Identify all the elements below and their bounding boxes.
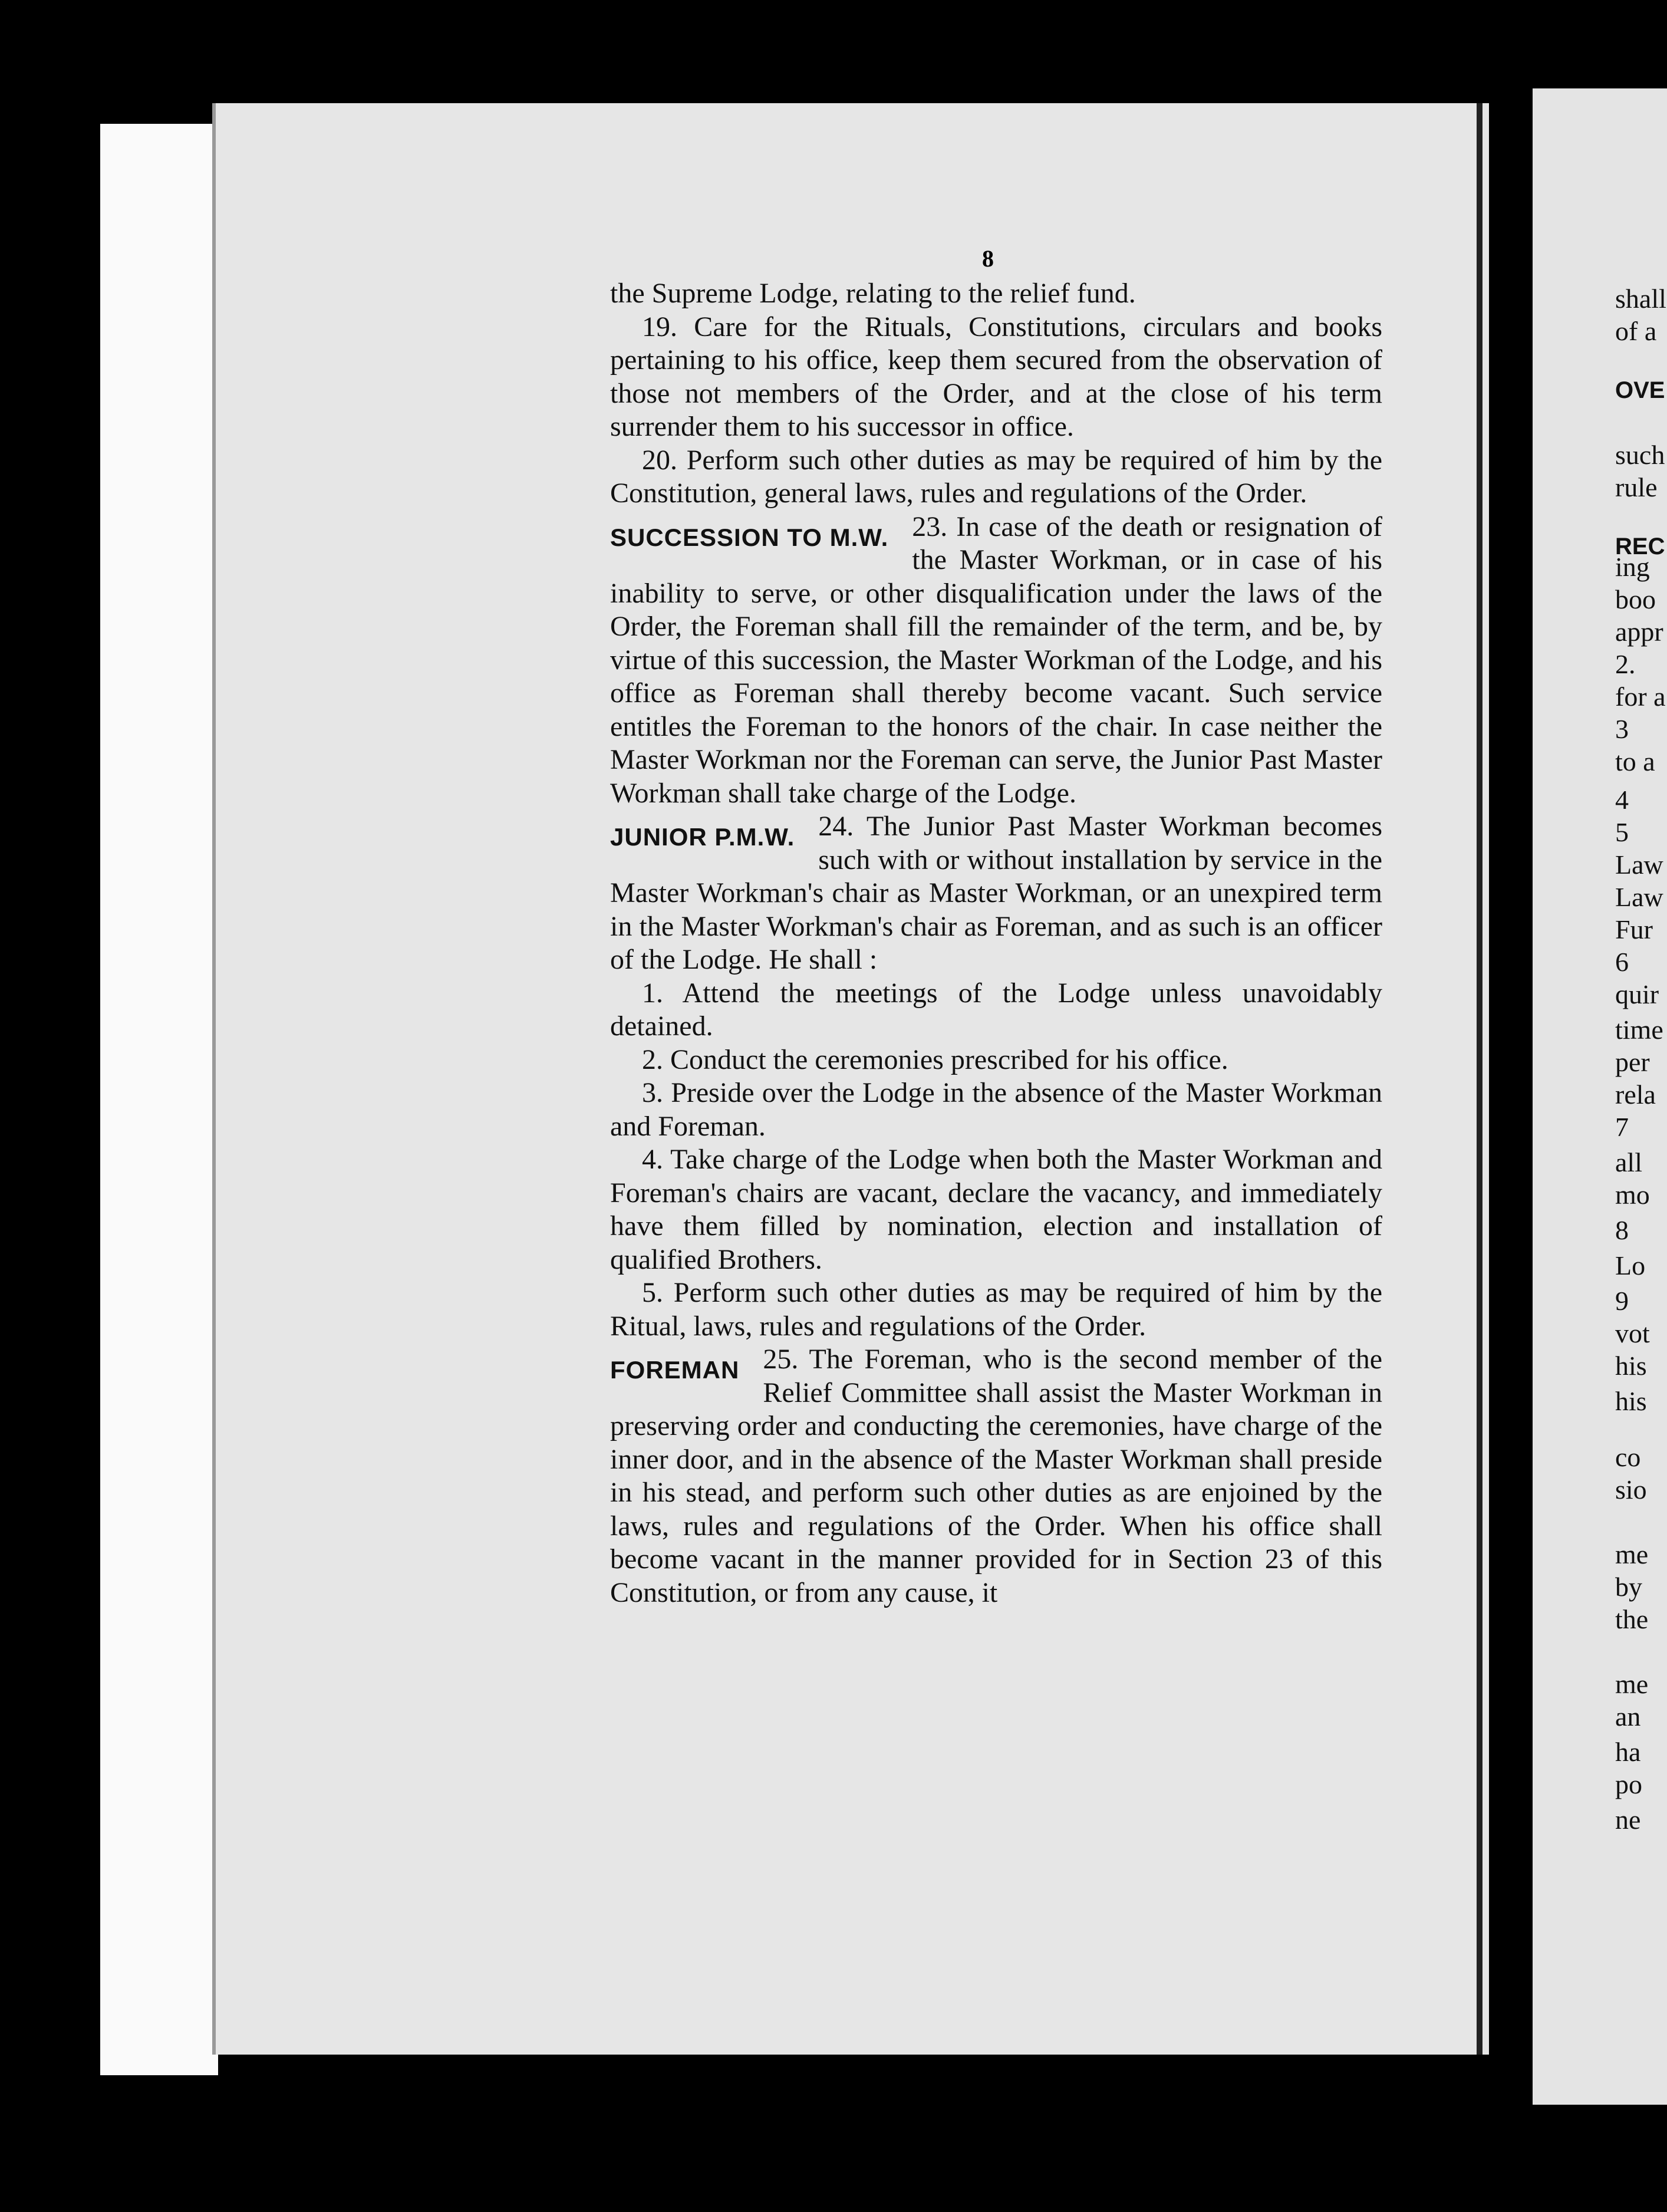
facing-page-fragment: 6 bbox=[1615, 947, 1629, 977]
facing-page-fragment: all bbox=[1615, 1147, 1642, 1177]
facing-page-fragment: ne bbox=[1615, 1805, 1641, 1835]
facing-page-fragment: vot bbox=[1615, 1318, 1650, 1348]
page-gutter bbox=[1477, 103, 1482, 2055]
facing-page-fragment: OVE bbox=[1615, 377, 1665, 403]
facing-page-fragment: such bbox=[1615, 440, 1665, 470]
page-number: 8 bbox=[982, 245, 994, 272]
facing-page-fragment: the bbox=[1615, 1604, 1649, 1634]
list-item: 1. Attend the meetings of the Lodge unless unavoidably detained. bbox=[610, 977, 1382, 1042]
facing-page-fragment: of a bbox=[1615, 316, 1657, 346]
facing-page-fragment: time bbox=[1615, 1015, 1663, 1045]
list-item: 3. Preside over the Lodge in the absence of the Master Workman and Foreman. bbox=[610, 1077, 1382, 1142]
section-text: 25. The Foreman, who is the second member of the Relief Committee shall assist the Master Workman in preserving order and conducting the ceremonies, have charge of the inner door, and in the absence of the Master Workman shall preside in his stead, and perform such other duties as are enjoined by the laws, rules and regulations of the Order. When his office shall become vacant in the manner provided for in Section 23 of this Constitution, or from any cause, it bbox=[610, 1344, 1382, 1608]
facing-page-fragment: ha bbox=[1615, 1737, 1641, 1767]
facing-page-fragment: 3 bbox=[1615, 714, 1629, 744]
facing-page-fragment: shall bbox=[1615, 284, 1666, 314]
text-column bbox=[610, 277, 1382, 1609]
facing-page-fragment: Law bbox=[1615, 850, 1663, 880]
paragraph: 19. Care for the Rituals, Constitutions, circulars and books pertaining to his office, keep them secured from the observation of those not members of the Order, and at the close of his term surrender them to his successor in office. bbox=[610, 311, 1382, 442]
facing-page-fragment: Fur bbox=[1615, 914, 1653, 944]
facing-page-fragment: his bbox=[1615, 1386, 1647, 1416]
facing-page-fragment: 7 bbox=[1615, 1112, 1629, 1142]
facing-page-fragment: appr bbox=[1615, 617, 1663, 647]
side-heading: JUNIOR P.M.W. bbox=[610, 823, 795, 851]
list-item: 2. Conduct the ceremonies prescribed for his office. bbox=[642, 1044, 1228, 1075]
facing-page-fragment: REC bbox=[1615, 534, 1665, 559]
section-24 bbox=[610, 810, 1382, 1343]
section-25 bbox=[610, 1343, 1382, 1609]
facing-page-fragment: me bbox=[1615, 1539, 1649, 1569]
list-item: 4. Take charge of the Lodge when both the Master Workman and Foreman's chairs are vacant, declare the vacancy, and immediately have them filled by nomination, election and installation of qualified Brothers. bbox=[610, 1144, 1382, 1275]
paragraph: the Supreme Lodge, relating to the relief fund. bbox=[610, 278, 1136, 309]
facing-page-fragment: sio bbox=[1615, 1474, 1647, 1505]
facing-page-fragment: boo bbox=[1615, 584, 1656, 614]
facing-page-fragment: 4 bbox=[1615, 785, 1629, 815]
facing-page-fragment: 9 bbox=[1615, 1286, 1629, 1316]
facing-page-fragment: 2. bbox=[1615, 649, 1636, 679]
facing-page-fragment: ing bbox=[1615, 552, 1650, 582]
section-text: 24. The Junior Past Master Workman becomes such with or without installation by service in the Master Workman's chair as Master Workman, or an unexpired term in the Master Workman's chair as Foreman, and as such is an officer of the Lodge. He shall : bbox=[610, 811, 1382, 975]
side-heading: SUCCESSION TO M.W. bbox=[610, 523, 889, 551]
facing-page-fragment: by bbox=[1615, 1572, 1642, 1602]
list-item: 5. Perform such other duties as may be required of him by the Ritual, laws, rules and regulations of the Order. bbox=[610, 1277, 1382, 1342]
facing-page-fragment: quir bbox=[1615, 979, 1659, 1009]
facing-page-fragment: 8 bbox=[1615, 1215, 1629, 1245]
left-margin-strip bbox=[100, 124, 218, 2075]
side-heading: FOREMAN bbox=[610, 1356, 740, 1384]
facing-page-fragment: Law bbox=[1615, 882, 1663, 912]
section-23 bbox=[610, 511, 1382, 811]
section-text: 23. In case of the death or resignation of the Master Workman, or in case of his inability to serve, or other disqualification under the laws of the Order, the Foreman shall fill the remainder of the term, and be, by virtue of this succession, the Master Workman of the Lodge, and his office as Foreman shall thereby become vacant. Such service entitles the Foreman to the honors of the chair. In case neither the Master Workman nor the Foreman can serve, the Junior Past Master Workman shall take charge of the Lodge. bbox=[610, 511, 1382, 809]
facing-page-fragment: co bbox=[1615, 1442, 1641, 1472]
facing-page-fragment: mo bbox=[1615, 1180, 1650, 1210]
facing-page-fragment: for a bbox=[1615, 682, 1666, 712]
facing-page-fragment: to a bbox=[1615, 746, 1655, 776]
facing-page-fragment: rela bbox=[1615, 1079, 1656, 1110]
facing-page-fragment: rule bbox=[1615, 472, 1658, 502]
facing-page-fragment: per bbox=[1615, 1047, 1650, 1077]
facing-page-fragment: 5 bbox=[1615, 817, 1629, 847]
facing-page-fragment: his bbox=[1615, 1351, 1647, 1381]
facing-page-fragment: po bbox=[1615, 1769, 1642, 1799]
paragraph: 20. Perform such other duties as may be required of him by the Constitution, general laws, rules and regulations of the Order. bbox=[610, 444, 1382, 509]
facing-page-fragment: an bbox=[1615, 1701, 1641, 1732]
facing-page-fragment: Lo bbox=[1615, 1250, 1646, 1281]
facing-page-fragment: me bbox=[1615, 1669, 1649, 1699]
